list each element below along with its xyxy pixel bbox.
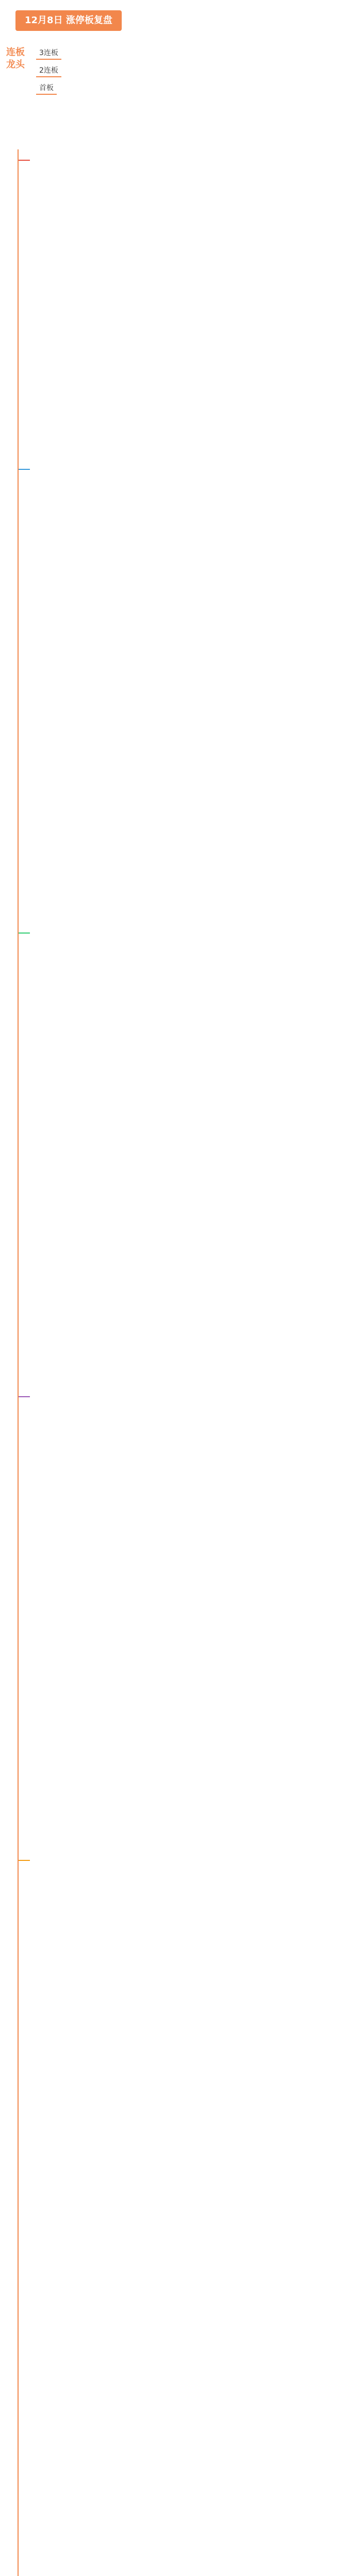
timeline-spine [18,149,19,2576]
summary-item [36,64,325,77]
sector-connector [19,1860,30,1861]
summary-item-title: 首板 [36,81,57,95]
sector-connector [19,1396,30,1397]
summary-item [36,46,325,60]
sector-connector [19,933,30,934]
page-title: 12月8日 涨停板复盘 [15,10,122,31]
summary-item-title: 3连板 [36,46,61,60]
summary-item-title: 2连板 [36,64,61,77]
sector-connector [19,160,30,161]
summary-list [36,46,325,99]
header [0,0,361,46]
summary-heading: 连板 龙头 [6,47,25,70]
sector-connector [19,469,30,470]
summary-item [36,81,325,95]
